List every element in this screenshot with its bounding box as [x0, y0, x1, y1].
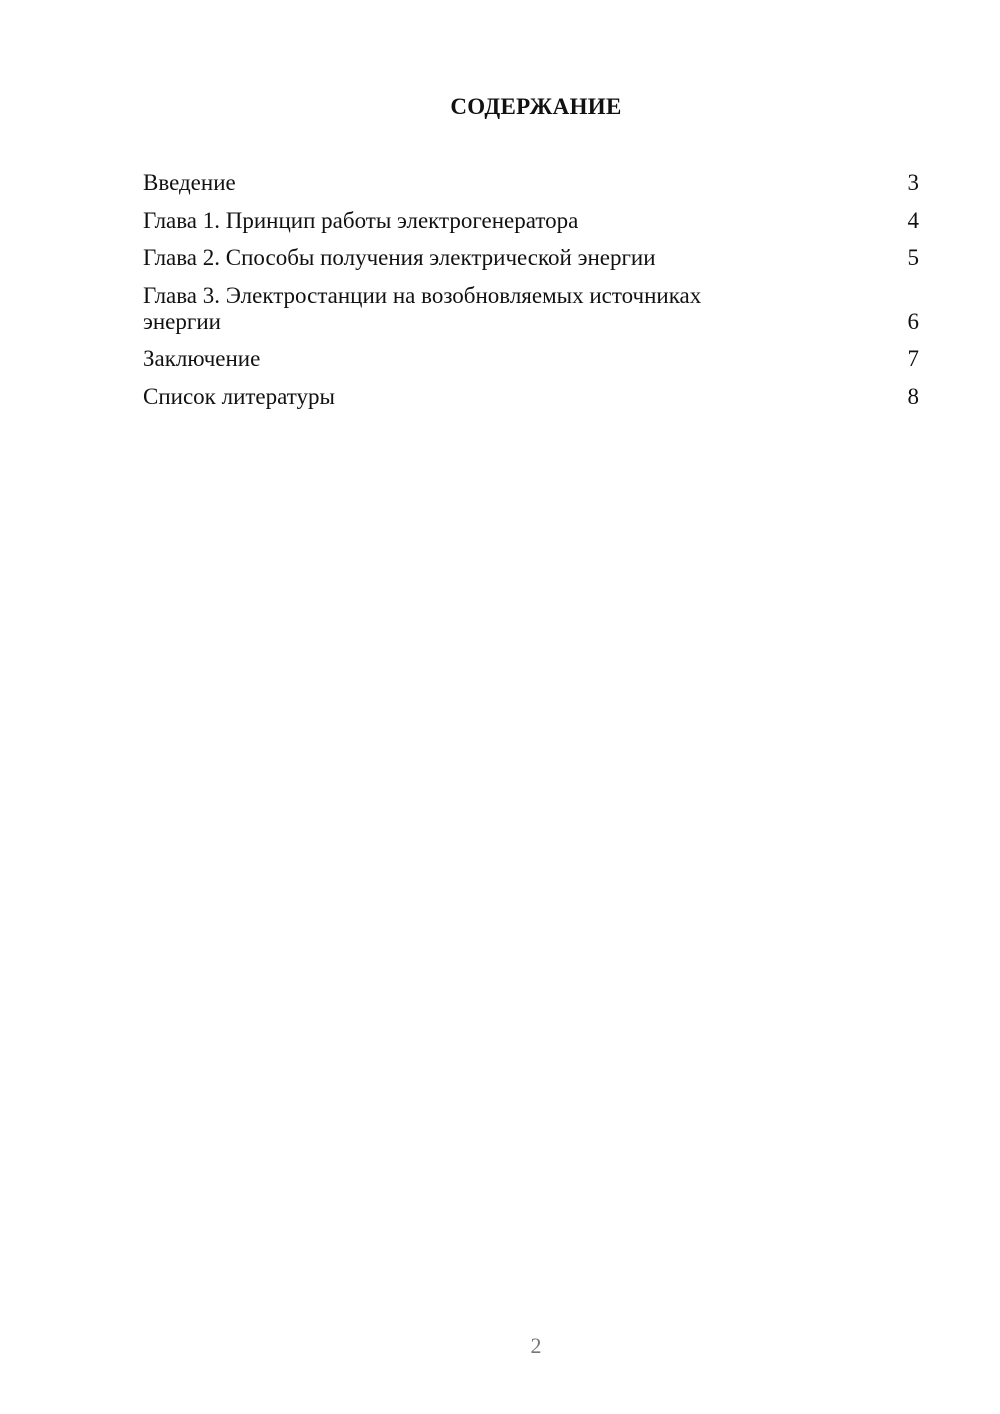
toc-item	[143, 346, 919, 372]
page-title: СОДЕРЖАНИЕ	[450, 94, 622, 119]
toc-item	[143, 283, 919, 335]
toc-item-page: 3	[907, 170, 919, 195]
toc-item-page: 4	[907, 207, 919, 233]
toc-item	[143, 245, 919, 271]
toc-item-label: Глава 2. Способы получения электрической энергии	[143, 245, 656, 270]
toc-item-label: Глава 3. Электростанции на возобновляемых источниках энергии	[143, 282, 702, 334]
toc-item-page: 8	[907, 383, 919, 409]
toc-item-label: Введение	[143, 170, 236, 195]
toc-item	[143, 170, 919, 196]
toc-item-page: 6	[907, 308, 919, 334]
page-number: 2	[530, 1333, 542, 1358]
toc-item-label: Заключение	[143, 346, 261, 371]
toc-item-page: 7	[907, 346, 919, 371]
toc-item	[143, 384, 919, 410]
table-of-contents	[143, 170, 919, 421]
toc-item-page: 5	[907, 245, 919, 270]
toc-item-label: Глава 1. Принцип работы электрогенератора	[143, 207, 579, 233]
toc-item-label: Список литературы	[143, 383, 335, 409]
toc-item	[143, 208, 919, 234]
